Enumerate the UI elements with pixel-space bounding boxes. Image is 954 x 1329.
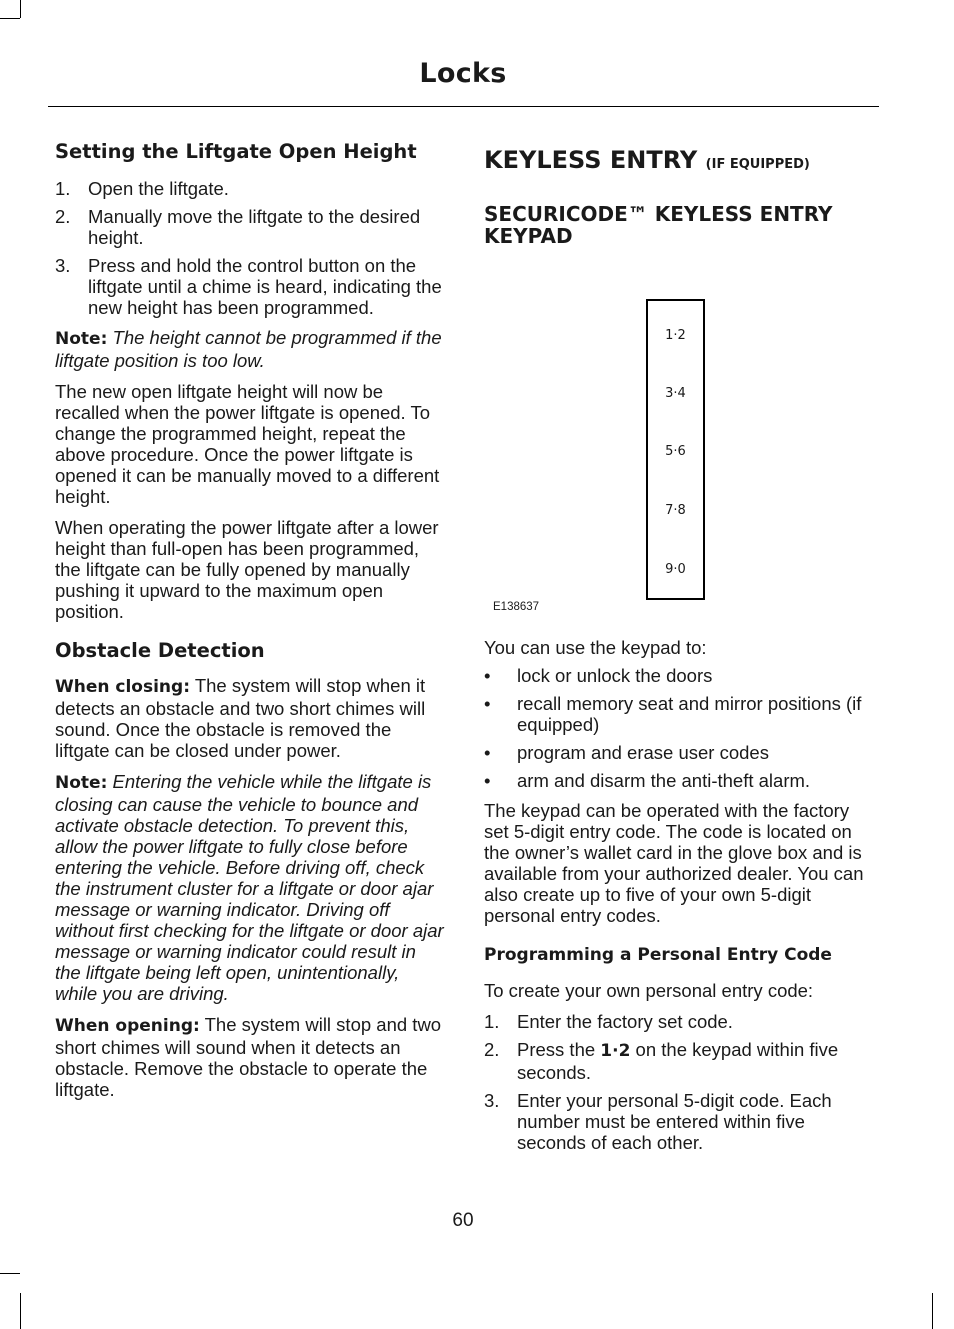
- list-item: [484, 693, 876, 735]
- step-text: Press and hold the control button on the liftgate until a chime is heard, indicating the new height has been programmed.: [88, 255, 442, 318]
- bullet-text: lock or unlock the doors: [517, 665, 713, 686]
- create-intro: To create your own personal entry code:: [484, 980, 814, 1001]
- keypad-uses-list: [484, 665, 876, 791]
- bullet-text: arm and disarm the anti-theft alarm.: [517, 770, 811, 791]
- keypad-illustration: [646, 299, 705, 600]
- left-column: [55, 140, 445, 1110]
- list-item: [55, 178, 445, 199]
- keypad-figure: [484, 247, 876, 637]
- body-paragraph: The new open liftgate height will now be recalled when the power liftgate is opened. To change the programmed height, repeat the above procedure. Once the power liftgate is opened it can be manually moved to a different height.: [55, 381, 440, 507]
- step-number: 3.: [484, 1090, 500, 1111]
- note-paragraph: [55, 327, 445, 371]
- closing-text: The system will stop when it detects an obstacle and two short chimes will sound. Once the obstacle is removed the liftgate can be closed under power.: [55, 675, 426, 761]
- bullet: •: [484, 665, 491, 686]
- list-item: [484, 1090, 876, 1153]
- closing-label: When closing:: [55, 677, 191, 697]
- crop-mark: [20, 0, 21, 18]
- programming-steps-list: [484, 1011, 876, 1153]
- closing-paragraph: [55, 675, 445, 761]
- note-text: The height cannot be programmed if the liftgate position is too low.: [55, 327, 442, 371]
- list-item: [55, 206, 445, 248]
- bullet: •: [484, 742, 491, 763]
- heading-text: KEYLESS ENTRY: [484, 146, 698, 174]
- keypad-key: 9·0: [665, 562, 686, 577]
- list-item: [484, 770, 876, 791]
- section-title-programming: Programming a Personal Entry Code: [484, 945, 832, 965]
- step-text: Manually move the liftgate to the desired height.: [88, 206, 421, 248]
- crop-mark: [20, 1293, 21, 1329]
- step-text: Enter your personal 5-digit code. Each number must be entered within five seconds of each other.: [517, 1090, 832, 1153]
- body-paragraph: The keypad can be operated with the factory set 5-digit entry code. The code is located on the owner’s wallet card in the glove box and is available from your authorized dealer. You can also create up to five of your own 5-digit personal entry codes.: [484, 800, 864, 926]
- right-column: [484, 140, 876, 1162]
- bullet: •: [484, 693, 491, 714]
- list-item: [484, 1011, 876, 1032]
- list-item: [484, 742, 876, 763]
- page-number: 60: [452, 1210, 474, 1231]
- bullet-text: recall memory seat and mirror positions (if equipped): [517, 693, 862, 735]
- step-number: 2.: [55, 206, 71, 227]
- section-title-liftgate-height: Setting the Liftgate Open Height: [55, 140, 417, 163]
- note-label: Note:: [55, 773, 108, 793]
- crop-mark: [0, 1273, 20, 1274]
- heading-suffix: (IF EQUIPPED): [705, 157, 810, 172]
- liftgate-steps-list: [55, 178, 445, 318]
- figure-id: E138637: [493, 601, 540, 613]
- list-item: [484, 665, 876, 686]
- crop-mark: [932, 1293, 933, 1329]
- step-number: 2.: [484, 1039, 500, 1060]
- keypad-key: 7·8: [665, 503, 686, 518]
- keypad-key: 5·6: [665, 444, 686, 459]
- list-item: [55, 255, 445, 318]
- key-label: 1·2: [600, 1041, 631, 1061]
- bullet: •: [484, 770, 491, 791]
- opening-paragraph: [55, 1014, 445, 1100]
- intro-text: You can use the keypad to:: [484, 637, 707, 658]
- bullet-text: program and erase user codes: [517, 742, 769, 763]
- title-divider: [48, 106, 879, 107]
- page-title: Locks: [419, 58, 507, 89]
- section-title-obstacle-detection: Obstacle Detection: [55, 639, 265, 662]
- step-text: Enter the factory set code.: [517, 1011, 733, 1032]
- step-text: Open the liftgate.: [88, 178, 229, 199]
- securicode-heading: SECURICODE™ KEYLESS ENTRY KEYPAD: [484, 202, 833, 248]
- step-number: 1.: [55, 178, 71, 199]
- keypad-key: 1·2: [665, 328, 686, 343]
- note-text: Entering the vehicle while the liftgate is closing can cause the vehicle to bounce and activate obstacle detection. To prevent this, allow the power liftgate to fully close before entering the vehicle. Before driving off, check the instrument cluster for a liftgate or door ajar message or warning indicator. Driving off without first checking for the liftgate or door ajar message or warning indicator could result in the liftgate being left open, unintentionally, while you are driving.: [55, 771, 444, 1004]
- keyless-entry-heading: [484, 146, 876, 179]
- crop-mark: [0, 18, 20, 19]
- step-text: on the keypad within five seconds.: [517, 1039, 839, 1083]
- note-paragraph: [55, 771, 445, 1004]
- opening-label: When opening:: [55, 1016, 200, 1036]
- note-label: Note:: [55, 329, 108, 349]
- step-number: 3.: [55, 255, 71, 276]
- keypad-key: 3·4: [665, 386, 686, 401]
- opening-text: The system will stop and two short chimes will sound when it detects an obstacle. Remove the obstacle to operate the liftgate.: [55, 1014, 442, 1100]
- step-text: Press the: [517, 1039, 601, 1060]
- body-paragraph: When operating the power liftgate after a lower height than full-open has been programmed, the liftgate can be fully opened by manually pushing it upward to the maximum open position.: [55, 517, 439, 622]
- list-item: [484, 1039, 876, 1083]
- step-number: 1.: [484, 1011, 500, 1032]
